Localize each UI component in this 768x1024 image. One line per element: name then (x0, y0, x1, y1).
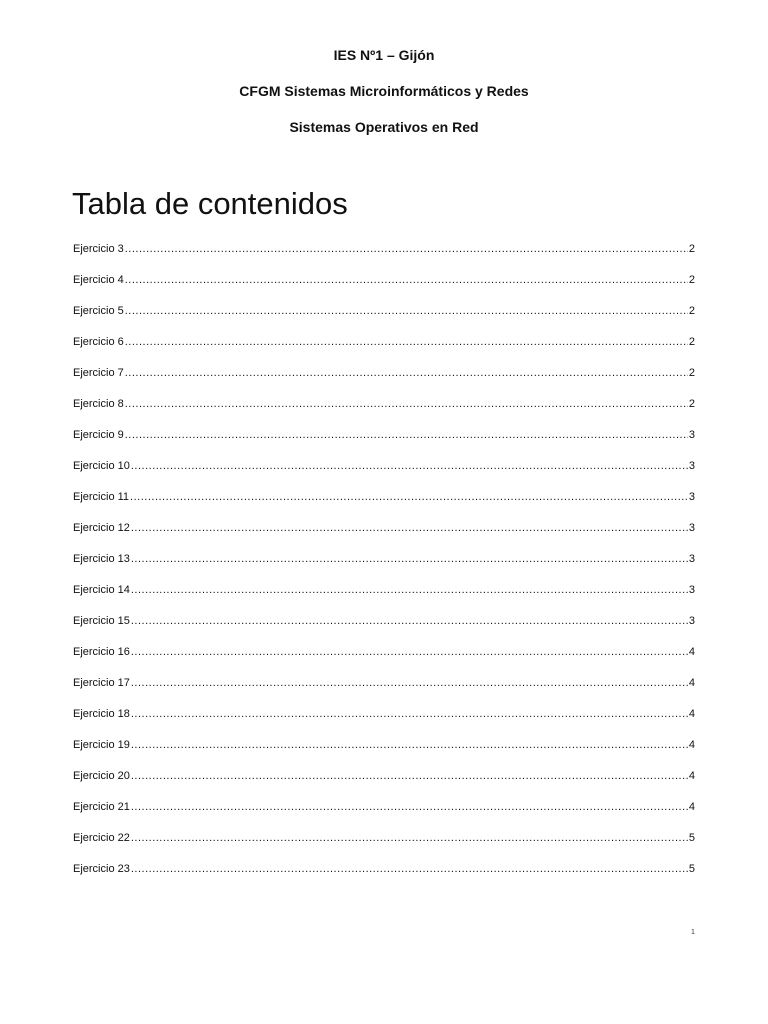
toc-entry[interactable] (73, 613, 695, 644)
toc-entry-label: Ejercicio 3 (73, 243, 124, 255)
toc-dot-leader (131, 551, 688, 567)
toc-entry-page: 4 (688, 646, 695, 658)
toc-entry[interactable] (73, 365, 695, 396)
toc-entry-page: 2 (688, 367, 695, 379)
toc-entry[interactable] (73, 582, 695, 613)
toc-entry[interactable] (73, 861, 695, 892)
toc-entry-page: 5 (688, 863, 695, 875)
toc-entry-page: 3 (688, 460, 695, 472)
toc-entry[interactable] (73, 427, 695, 458)
toc-entry-page: 2 (688, 305, 695, 317)
page-number: 1 (691, 929, 695, 936)
toc-dot-leader (131, 706, 688, 722)
toc-entry-label: Ejercicio 5 (73, 305, 124, 317)
toc-dot-leader (131, 613, 688, 629)
subject-name: Sistemas Operativos en Red (289, 119, 479, 135)
toc-entry[interactable] (73, 489, 695, 520)
toc-entry[interactable] (73, 272, 695, 303)
toc-entry-label: Ejercicio 19 (73, 739, 130, 751)
toc-entry-page: 3 (688, 429, 695, 441)
toc-entry-label: Ejercicio 6 (73, 336, 124, 348)
toc-dot-leader (125, 272, 688, 288)
toc-dot-leader (130, 489, 688, 505)
toc-entry-page: 3 (688, 522, 695, 534)
toc-entry-label: Ejercicio 11 (73, 491, 130, 503)
toc-entry-label: Ejercicio 15 (73, 615, 130, 627)
toc-dot-leader (125, 365, 688, 381)
toc-dot-leader (131, 582, 688, 598)
toc-dot-leader (125, 334, 688, 350)
toc-entry-page: 4 (688, 739, 695, 751)
toc-entry-label: Ejercicio 10 (73, 460, 130, 472)
course-name: CFGM Sistemas Microinformáticos y Redes (239, 83, 529, 99)
toc-dot-leader (131, 737, 688, 753)
toc-entry[interactable] (73, 799, 695, 830)
school-name: IES Nº1 – Gijón (333, 47, 435, 63)
toc-entry-page: 2 (688, 274, 695, 286)
toc-entry-label: Ejercicio 16 (73, 646, 130, 658)
toc-dot-leader (125, 427, 688, 443)
toc-dot-leader (131, 768, 688, 784)
toc-entry-label: Ejercicio 18 (73, 708, 130, 720)
toc-list (73, 241, 695, 892)
toc-entry-page: 5 (688, 832, 695, 844)
toc-dot-leader (131, 675, 688, 691)
toc-entry-page: 3 (688, 584, 695, 596)
toc-entry-page: 2 (688, 398, 695, 410)
toc-entry[interactable] (73, 706, 695, 737)
toc-entry-page: 4 (688, 708, 695, 720)
toc-dot-leader (131, 520, 688, 536)
toc-entry-label: Ejercicio 20 (73, 770, 130, 782)
toc-entry[interactable] (73, 830, 695, 861)
toc-entry[interactable] (73, 334, 695, 365)
toc-entry-label: Ejercicio 23 (73, 863, 130, 875)
toc-dot-leader (125, 303, 688, 319)
toc-entry-page: 3 (688, 491, 695, 503)
toc-entry-label: Ejercicio 4 (73, 274, 124, 286)
toc-entry-page: 2 (688, 336, 695, 348)
toc-entry-page: 3 (688, 553, 695, 565)
toc-entry[interactable] (73, 768, 695, 799)
toc-entry[interactable] (73, 458, 695, 489)
toc-entry-page: 4 (688, 801, 695, 813)
toc-entry[interactable] (73, 396, 695, 427)
toc-entry[interactable] (73, 737, 695, 768)
toc-dot-leader (131, 861, 688, 877)
toc-entry-page: 3 (688, 615, 695, 627)
toc-dot-leader (131, 644, 688, 660)
toc-entry-page: 4 (688, 770, 695, 782)
toc-entry[interactable] (73, 551, 695, 582)
toc-entry[interactable] (73, 675, 695, 706)
toc-entry-label: Ejercicio 17 (73, 677, 130, 689)
toc-entry-page: 4 (688, 677, 695, 689)
toc-entry-page: 2 (688, 243, 695, 255)
toc-dot-leader (131, 799, 688, 815)
toc-entry-label: Ejercicio 7 (73, 367, 124, 379)
toc-entry-label: Ejercicio 13 (73, 553, 130, 565)
toc-dot-leader (125, 241, 688, 257)
toc-entry-label: Ejercicio 12 (73, 522, 130, 534)
toc-entry[interactable] (73, 644, 695, 675)
toc-entry-label: Ejercicio 22 (73, 832, 130, 844)
toc-entry-label: Ejercicio 14 (73, 584, 130, 596)
toc-entry[interactable] (73, 303, 695, 334)
toc-title: Tabla de contenidos (72, 186, 348, 221)
toc-entry-label: Ejercicio 21 (73, 801, 130, 813)
toc-dot-leader (131, 458, 688, 474)
toc-dot-leader (125, 396, 688, 412)
toc-entry[interactable] (73, 241, 695, 272)
toc-entry-label: Ejercicio 8 (73, 398, 124, 410)
toc-entry-label: Ejercicio 9 (73, 429, 124, 441)
toc-dot-leader (131, 830, 688, 846)
toc-entry[interactable] (73, 520, 695, 551)
